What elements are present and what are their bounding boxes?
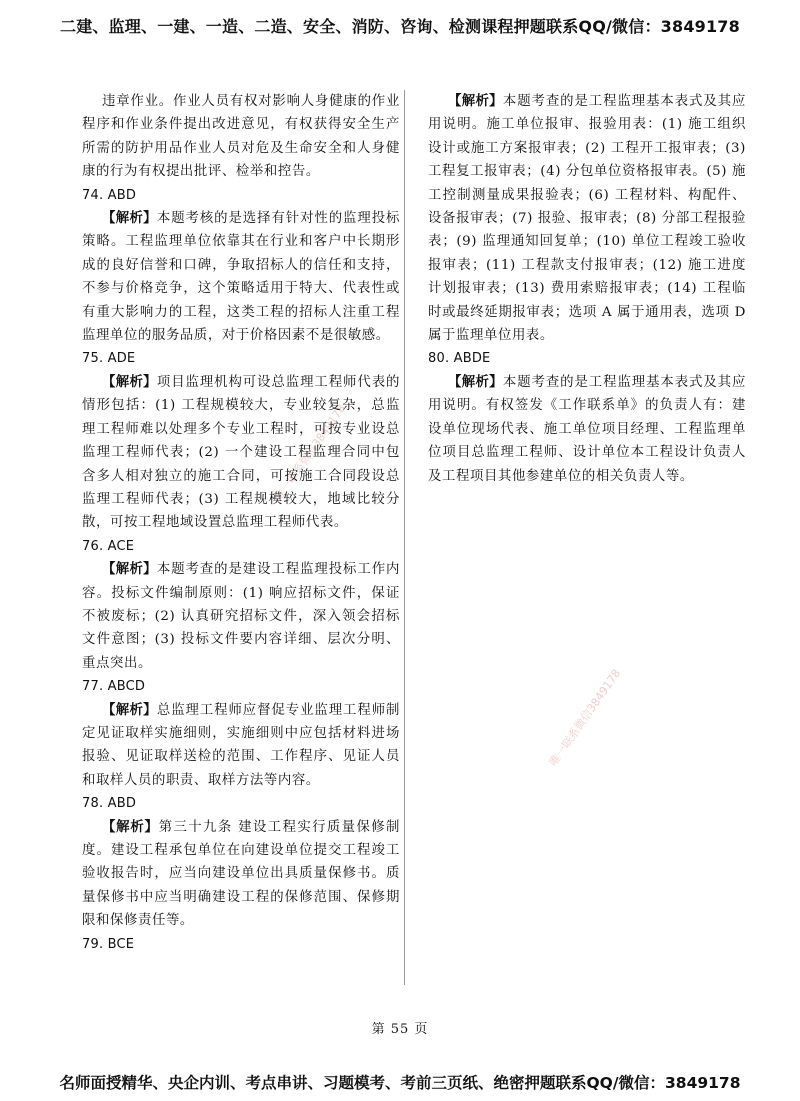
watermark-text: 唯一联系微信3849178	[271, 401, 349, 504]
explanation-tag: 【解析】	[102, 819, 159, 835]
answer-item-79-explanation	[428, 90, 746, 347]
answer-key: 80. ABDE	[428, 351, 491, 367]
answer-item-74	[82, 184, 400, 348]
page-number: 第 55 页	[371, 1022, 429, 1037]
explanation-text: 第三十九条 建设工程实行质量保修制度。建设工程承包单位在向建设单位提交工程竣工验收报告时，应当向建设单位出具质量保修书。质量保修书中应当明确建设工程的保修范围、保修期限和保修责任等。	[82, 819, 400, 929]
explanation-text: 项目监理机构可设总监理工程师代表的情形包括：(1) 工程规模较大，专业较复杂，总监理工程师难以处理多个专业工程时，可按专业设总监理工程师代表；(2) 一个建设工程监理合同中包含多人相对独立的施工合同，可按施工合同段设总监理工程师代表；(3) 工程规模较大，地域比较分散，可按工程地域设置总监理工程师代表。	[82, 374, 401, 531]
explanation-tag: 【解析】	[102, 374, 157, 390]
explanation	[82, 371, 400, 535]
explanation	[82, 558, 400, 675]
explanation-text: 本题考查的是工程监理基本表式及其应用说明。有权签发《工作联系单》的负责人有：建设单位现场代表、施工单位项目经理、工程监理单位项目总监理工程师、设计单位本工程设计负责人及工程项目其他参建单位的相关负责人等。	[428, 374, 747, 484]
answer-item-80	[428, 347, 746, 487]
explanation-text: 本题考查的是工程监理基本表式及其应用说明。施工单位报审、报验用表：(1) 施工组织设计或施工方案报审表；(2) 工程开工报审表；(3) 工程复工报审表；(4) 分包单位资格报审表。(5) 施工控制测量成果报验表；(6) 工程材料、构配件、设备报审表；(7) 报验、报审表；(8) 分部工程报验表；(9) 监理通知回复单；(10) 单位工程竣工验收报审表；(11) 工程款支付报审表；(12) 施工进度计划报审表；(13) 费用索赔报审表；(14) 工程临时或最终延期报审表；选项 A 属于通用表，选项 D 属于监理单位用表。	[428, 94, 747, 344]
left-column	[82, 90, 400, 956]
explanation-tag: 【解析】	[448, 94, 503, 109]
explanation-tag: 【解析】	[102, 562, 157, 578]
answer-key-79: 79. BCE	[82, 936, 135, 952]
column-divider	[404, 90, 405, 985]
answer-item-75	[82, 347, 400, 534]
answer-key: 78. ABD	[82, 796, 137, 812]
footer-banner: 名师面授精华、央企内训、考点串讲、习题模考、考前三页纸、绝密押题联系QQ/微信：3849178	[59, 1074, 741, 1092]
explanation-tag: 【解析】	[102, 702, 157, 718]
explanation	[428, 90, 746, 347]
answer-item-76	[82, 535, 400, 675]
explanation-text: 总监理工程师应督促专业监理工程师制定见证取样实施细则，实施细则中应包括材料进场报验、见证取样送检的范围、工作程序、见证人员和取样人员的职责、取样方法等内容。	[82, 702, 401, 788]
explanation-tag: 【解析】	[448, 374, 503, 390]
answer-key: 76. ACE	[82, 538, 135, 554]
answer-key: 74. ABD	[82, 187, 137, 203]
answer-item-78	[82, 792, 400, 932]
header-banner: 二建、监理、一建、一造、二造、安全、消防、咨询、检测课程押题联系QQ/微信：3849178	[60, 17, 740, 36]
answer-key: 75. ADE	[82, 351, 136, 367]
explanation-text: 本题考核的是选择有针对性的监理投标策略。工程监理单位依靠其在行业和客户中长期形成的良好信誉和口碑，争取招标人的信任和支持，不参与价格竞争，这个策略适用于特大、代表性或有重大影响力的工程，这类工程的招标人注重工程监理单位的服务品质，对于价格因素不是很敏感。	[82, 211, 401, 344]
explanation	[428, 371, 746, 488]
answer-item-77	[82, 675, 400, 792]
explanation	[82, 207, 400, 347]
right-column	[428, 90, 746, 488]
explanation	[82, 816, 400, 933]
continuation-paragraph: 违章作业。作业人员有权对影响人身健康的作业程序和作业条件提出改进意见，有权获得安全生产所需的防护用品作业人员对危及生命安全和人身健康的行为有权提出批评、检举和控告。	[82, 94, 400, 180]
explanation-text: 本题考查的是建设工程监理投标工作内容。投标文件编制原则：(1) 响应招标文件，保证不被废标；(2) 认真研究招标文件，深入领会招标文件意图；(3) 投标文件要内容详细、层次分明、重点突出。	[82, 562, 401, 671]
explanation-tag: 【解析】	[102, 211, 157, 227]
answer-key: 77. ABCD	[82, 679, 146, 695]
explanation	[82, 699, 400, 793]
watermark-text: 唯一联系微信3849178	[546, 666, 624, 769]
